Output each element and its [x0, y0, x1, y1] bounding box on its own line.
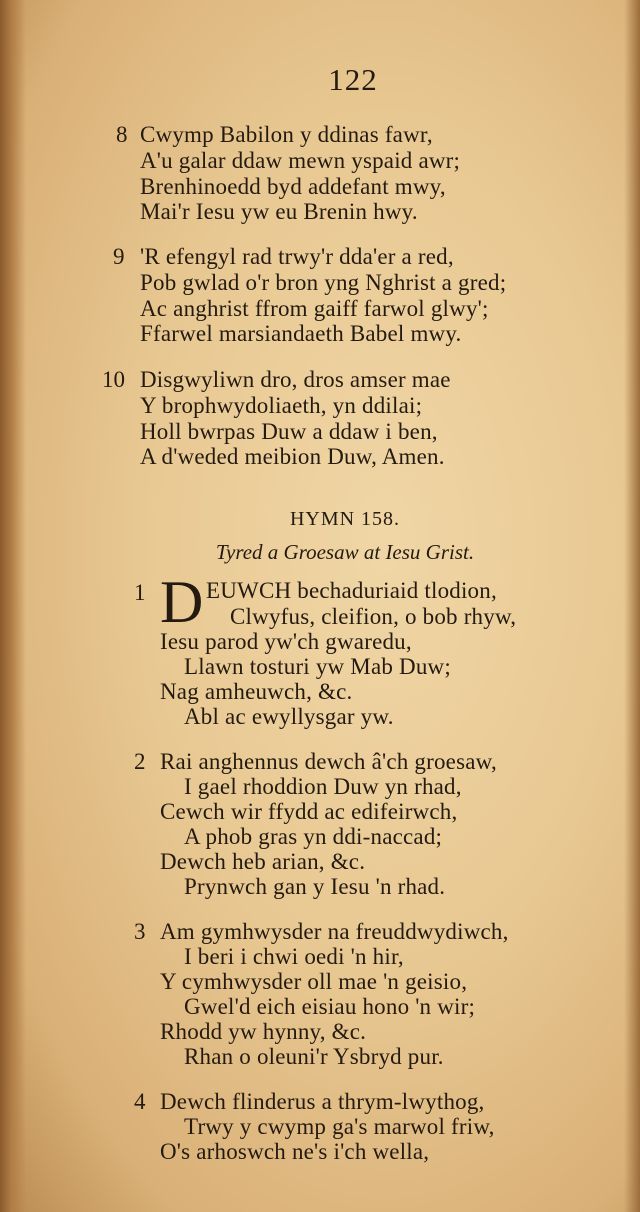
verse-line: A'u galar ddaw mewn yspaid awr; [140, 148, 461, 173]
verse-line: A phob gras yn ddi-naccad; [184, 824, 443, 849]
verse-line: Am gymhwysder na freuddwydiwch, [160, 919, 509, 944]
verse-line: O's arhoswch ne's i'ch wella, [160, 1139, 430, 1164]
stanza-number: 3 [134, 919, 146, 944]
verse-line: Cewch wir ffydd ac edifeirwch, [160, 799, 458, 824]
stanza-number: 9 [113, 244, 125, 269]
verse-line: A d'weded meibion Duw, Amen. [140, 444, 445, 469]
hymn-subtitle: Tyred a Groesaw at Iesu Grist. [215, 540, 475, 564]
page-number: 122 [328, 62, 378, 97]
verse-line: I beri i chwi oedi 'n hir, [184, 944, 404, 969]
verse-line: Ffarwel marsiandaeth Babel mwy. [140, 321, 462, 346]
hymn-title: HYMN 158. [289, 508, 401, 530]
verse-line: Pob gwlad o'r bron yng Nghrist a gred; [140, 270, 507, 295]
verse-line: Nag amheuwch, &c. [160, 679, 353, 704]
verse-line: EUWCH bechaduriaid tlodion, [206, 578, 497, 603]
verse-line: I gael rhoddion Duw yn rhad, [184, 774, 462, 799]
verse-line: Dewch heb arian, &c. [160, 849, 366, 874]
verse-line: Dewch flinderus a thrym-lwythog, [160, 1089, 485, 1114]
verse-line: Brenhinoedd byd addefant mwy, [140, 174, 446, 199]
verse-line: Y cymhwysder oll mae 'n geisio, [160, 969, 468, 994]
stanza-number: 2 [134, 749, 146, 774]
verse-line: Holl bwrpas Duw a ddaw i ben, [140, 419, 438, 444]
verse-line: Gwel'd eich eisiau hono 'n wir; [184, 994, 476, 1019]
verse-line: Clwyfus, cleifion, o bob rhyw, [230, 604, 517, 629]
verse-line: Rhan o oleuni'r Ysbryd pur. [184, 1044, 444, 1069]
verse-line: 'R efengyl rad trwy'r dda'er a red, [140, 244, 454, 269]
page-edge-left [0, 0, 26, 1212]
drop-cap: D [160, 569, 204, 635]
verse-line: Llawn tosturi yw Mab Duw; [184, 654, 451, 679]
stanza-number: 4 [134, 1089, 146, 1114]
verse-line: Cwymp Babilon y ddinas fawr, [140, 122, 433, 147]
verse-line: Rhodd yw hynny, &c. [160, 1019, 367, 1044]
stanza-number: 8 [116, 122, 128, 147]
verse-line: Prynwch gan y Iesu 'n rhad. [184, 874, 446, 899]
verse-line: Trwy y cwymp ga's marwol friw, [184, 1114, 495, 1139]
verse-line: Disgwyliwn dro, dros amser mae [140, 367, 451, 392]
verse-line: Mai'r Iesu yw eu Brenin hwy. [140, 199, 418, 224]
stanza-number: 1 [134, 580, 146, 605]
verse-line: Rai anghennus dewch â'ch groesaw, [160, 749, 497, 774]
stanza-number: 10 [102, 367, 125, 392]
verse-line: Abl ac ewyllysgar yw. [184, 704, 394, 729]
verse-line: Iesu parod yw'ch gwaredu, [160, 629, 412, 654]
verse-line: Ac anghrist ffrom gaiff farwol glwy'; [140, 296, 489, 321]
verse-line: Y brophwydoliaeth, yn ddilai; [140, 393, 423, 418]
page-edge-right [624, 0, 640, 1212]
